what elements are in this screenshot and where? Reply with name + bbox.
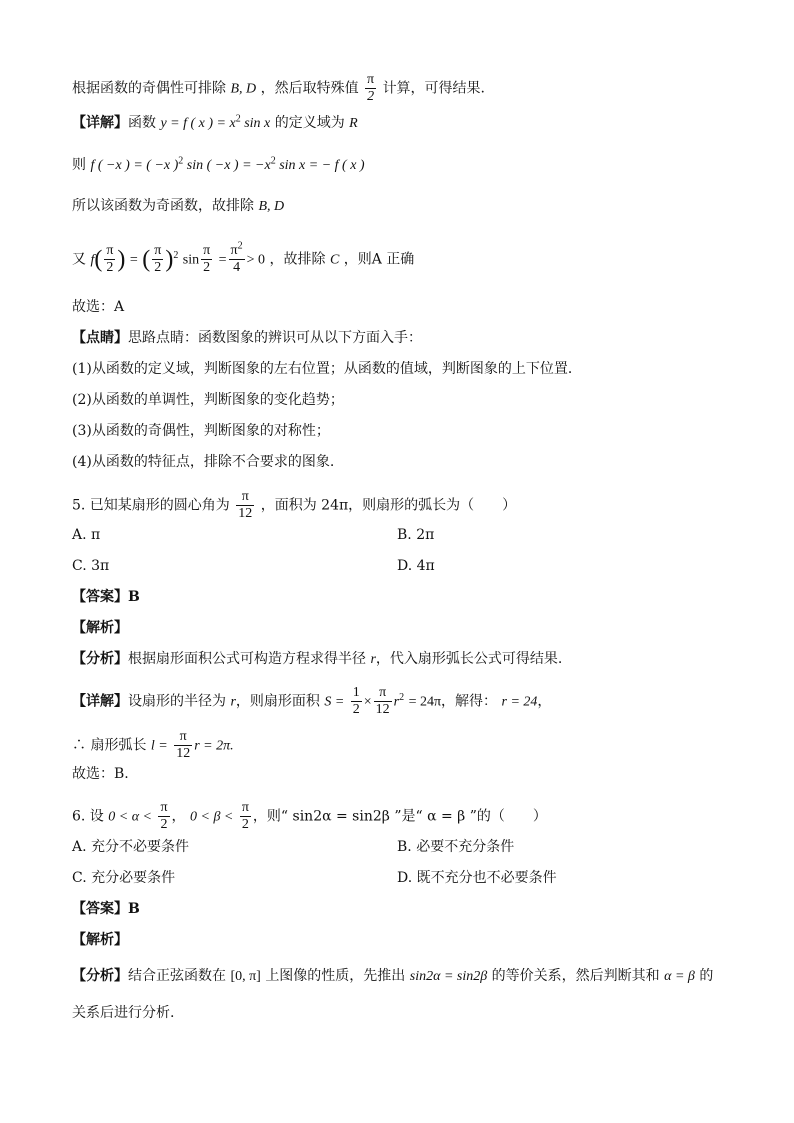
analysis-line (72, 649, 562, 670)
math-bd: B, D (230, 81, 257, 97)
fraction: $\frac{\pi}{2}$ (160, 800, 168, 832)
math-f: f (90, 252, 95, 268)
tip-item: (4)从函数的特征点，排除不合要求的图象. (72, 454, 335, 470)
text: 计算，可得结果. (382, 80, 486, 97)
text: 函数 (128, 115, 156, 131)
answer-label: 【答案】B (72, 901, 140, 917)
text: 6. 设 (72, 808, 104, 825)
question-5 (72, 489, 516, 522)
math-expr: sin2α = sin2β (409, 969, 488, 984)
option-a: A. π (72, 527, 101, 543)
text: = 24π，解得： (408, 694, 498, 710)
analysis-tag: 【分析】 (72, 651, 128, 667)
answer-line: 故选：B. (72, 766, 129, 782)
text: ， (537, 693, 552, 710)
text: ，则A 正确 (343, 251, 415, 268)
fraction: $\frac{\pi}{12}$ (176, 729, 191, 761)
text: 的等价关系，然后判断其和 (491, 968, 660, 984)
fraction: $\frac{\pi}{2}$ (154, 243, 162, 275)
text: 上图像的性质，先推出 (265, 968, 406, 984)
text: 设扇形的半径为 (128, 693, 226, 710)
text: ，则扇形面积 (235, 693, 320, 710)
text: ∴ 扇形弧长 (72, 737, 147, 754)
text: 则 (72, 157, 86, 173)
option-a: A. 充分不必要条件 (72, 839, 190, 855)
odd-conclusion-line (72, 196, 284, 217)
math-expr: α = β (664, 969, 695, 984)
math-expr: y = f ( x ) = x (160, 116, 236, 131)
numerator: π (367, 72, 375, 87)
text: ， (171, 808, 186, 825)
math-r: r (370, 652, 376, 667)
answer-label: 【答案】B (72, 589, 140, 605)
odd-function-derivation: 则 f ( −x ) = ( −x )$^2$ sin ( −x ) = $-x^2$ sin x = − f ( x ) (72, 155, 365, 173)
detail-line: 【详解】设扇形的半径为 r，则扇形面积 S = $\frac{1}{2}$ × $\frac{\pi}{12}$ $r^2 = 24\pi$，解得： r = 24， (72, 685, 552, 717)
fraction: $\frac{\pi^2}{4}$ (230, 240, 243, 275)
math-result: r = 24 (501, 694, 538, 710)
option-b: B. 2π (397, 527, 435, 543)
math-expr: sin x (240, 116, 271, 131)
tips-tag: 【点睛】 (72, 330, 128, 346)
analysis-label: 【解析】 (72, 620, 128, 636)
analysis-tag: 【分析】 (72, 968, 128, 984)
tip-item: (3)从函数的奇偶性，判断图象的对称性； (72, 423, 330, 439)
tip-item: (1)从函数的定义域，判断图象的左右位置；从函数的值域，判断图象的上下位置． (72, 361, 582, 377)
text: ，然后取特殊值 (260, 80, 359, 97)
text: 结合正弦函数在 (128, 968, 226, 984)
math-expr: sin ( −x ) = −x (183, 158, 271, 173)
fraction-pi-over-12 (236, 489, 254, 522)
math-r: r (230, 694, 236, 710)
detail-tag: 【详解】 (72, 693, 128, 710)
option-d: D. 4π (397, 558, 435, 574)
solution-detail-line: 【详解】函数 y = f ( x ) = $x^2$ sin x 的定义域为 R (72, 113, 358, 131)
math-expr: 0 < β < (190, 809, 234, 825)
math-interval: [0, π] (230, 969, 261, 984)
text: ，故排除 (269, 251, 326, 268)
special-value-line: 又 f( $\frac{\pi}{2}$ ) = ( $\frac{\pi}{2}$ )$^2$ sin $\frac{\pi}{2}$ = $\frac{\pi^2}{4}$ > 0 ，故排除 C ，则A 正确 (72, 240, 415, 275)
text: ，面积为 24π，则扇形的弧长为（ ） (260, 497, 517, 514)
math-bd: B, D (258, 199, 285, 214)
fraction-pi-over-2 (365, 72, 376, 105)
text: ，则“ sin2α = sin2β ”是“ α = β ”的（ ） (252, 808, 547, 825)
text: ，代入扇形弧长公式可得结果. (375, 651, 563, 667)
option-b: B. 必要不充分条件 (397, 839, 515, 855)
text: 5. 已知某扇形的圆心角为 (72, 497, 230, 514)
arc-length-line (72, 729, 234, 762)
fraction: $\frac{\pi}{12}$ (375, 685, 390, 717)
text: 的 (699, 968, 714, 984)
detail-tag: 【详解】 (72, 115, 128, 131)
math-expr: sin x = − f ( x ) (275, 158, 365, 173)
fraction: $\frac{1}{2}$ (352, 685, 360, 717)
text: 又 (72, 251, 86, 268)
math-r: R (349, 116, 358, 131)
analysis-line-continued: 关系后进行分析. (72, 1005, 175, 1021)
question-6 (72, 800, 547, 833)
math-expr: r = 2π. (194, 738, 234, 754)
solution-line-hint (72, 72, 485, 105)
math-expr: f ( −x ) = ( −x ) (90, 158, 179, 173)
tip-item: (2)从函数的单调性，判断图象的变化趋势； (72, 392, 344, 408)
numerator: π (236, 489, 254, 506)
fraction: $\frac{\pi}{2}$ (203, 243, 211, 275)
option-c: C. 3π (72, 558, 110, 574)
text: 根据扇形面积公式可构造方程求得半径 (128, 651, 366, 667)
math-c: C (329, 252, 340, 268)
math-s: S = (324, 694, 345, 710)
fraction: $\frac{\pi}{2}$ (241, 800, 249, 832)
answer-line: 故选：A (72, 299, 125, 315)
text: 思路点睛：函数图象的辨识可从以下方面入手： (128, 330, 422, 346)
fraction: $\frac{\pi}{2}$ (106, 243, 114, 275)
text: 根据函数的奇偶性可排除 (72, 80, 226, 97)
math-expr: 0 < α < (108, 809, 153, 825)
analysis-label: 【解析】 (72, 932, 128, 948)
text: 的定义域为 (274, 115, 345, 131)
analysis-line (72, 966, 713, 987)
option-c: C. 充分必要条件 (72, 870, 176, 886)
math-l: l = (150, 738, 168, 754)
tips-header (72, 328, 422, 348)
text: 所以该函数为奇函数，故排除 (72, 198, 254, 214)
option-d: D. 既不充分也不必要条件 (397, 870, 557, 886)
denominator: 2 (367, 89, 375, 104)
denominator: 12 (238, 506, 253, 521)
